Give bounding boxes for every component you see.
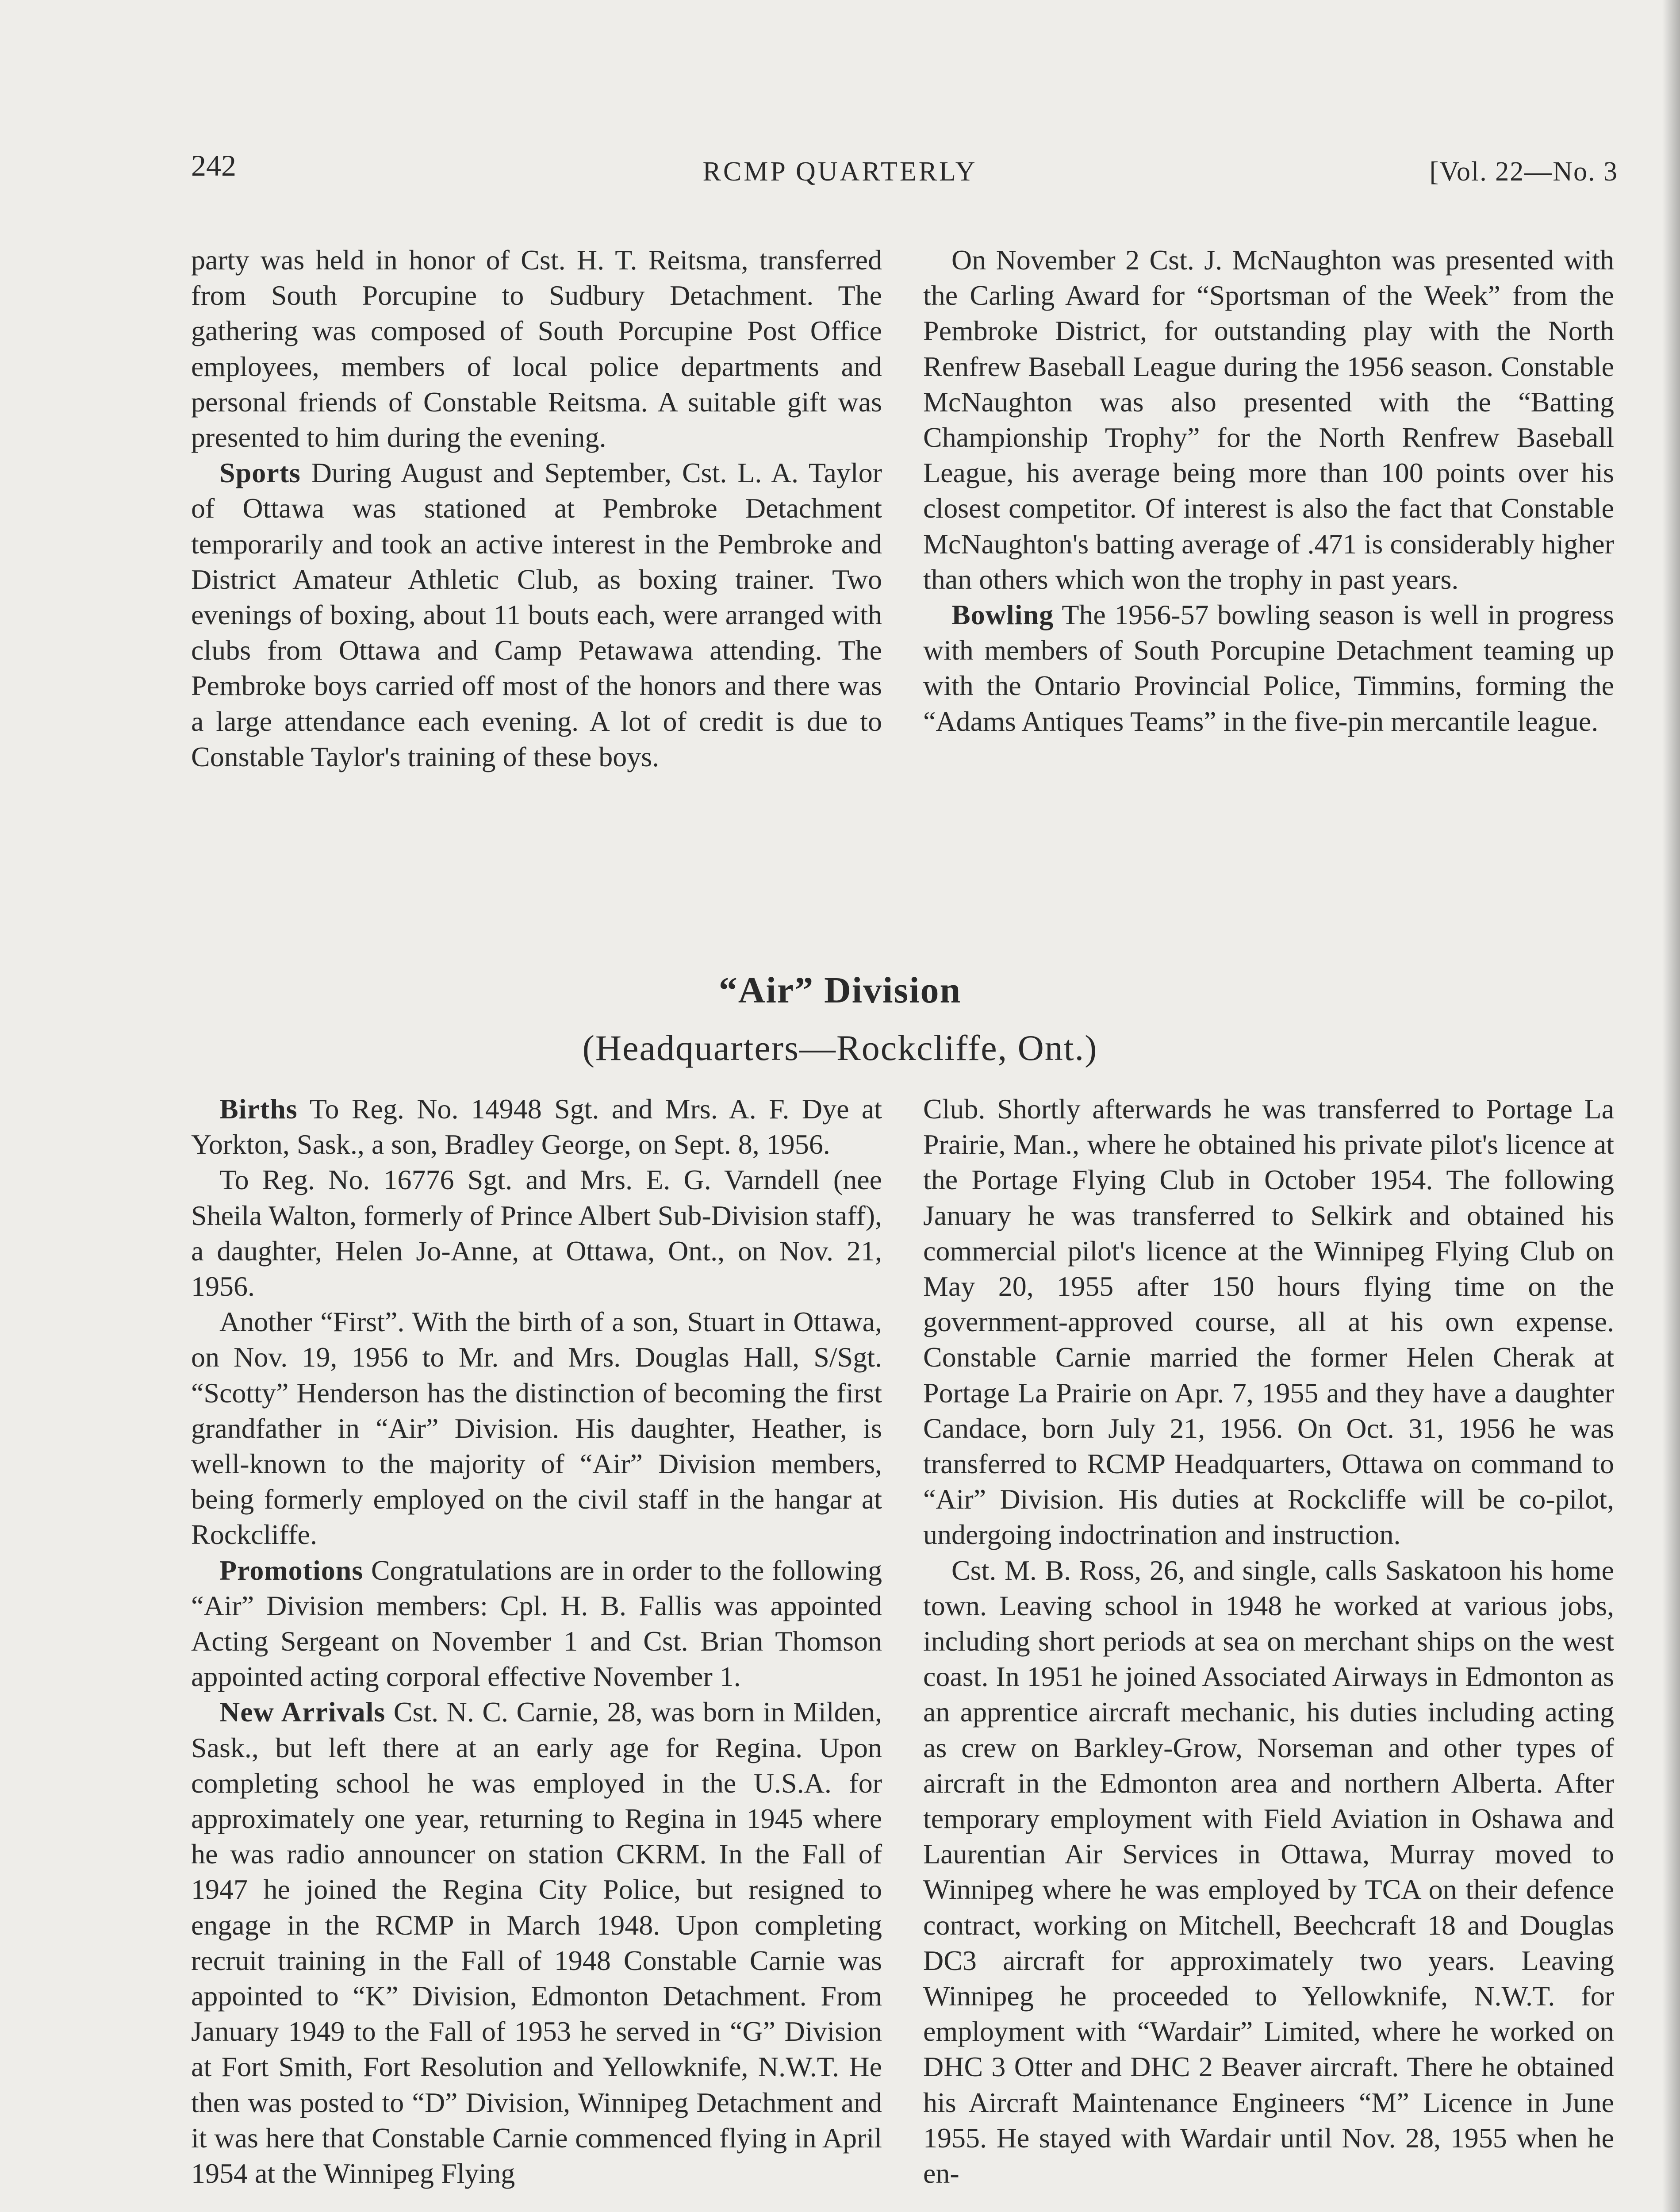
paragraph-text: The 1956-57 bowling season is well in progress with members of South Porcupine Detachment teaming up with the Ontario Provincial Police, Timmins, forming the “Adams Antiques Teams” in the five-pin mercantile league. [923, 599, 1614, 737]
page-number: 242 [191, 149, 236, 182]
section-heading-new-arrivals: New Arrivals [219, 1696, 386, 1728]
journal-title: RCMP QUARTERLY [702, 157, 978, 187]
paragraph: party was held in honor of Cst. H. T. Reitsma, transferred from South Porcupine to Sudbury Detachment. The gathering was composed of South Porcupine Post Office employees, members of local police departments and personal friends of Constable Reitsma. A suitable gift was presented to him during the evening. [191, 244, 882, 453]
section-heading-promotions: Promotions [219, 1554, 364, 1586]
section-heading-births: Births [219, 1093, 298, 1125]
column-bottom-right [923, 1091, 1614, 2191]
section-heading-sports: Sports [219, 457, 301, 489]
section-subtitle: (Headquarters—Rockcliffe, Ont.) [582, 1028, 1098, 1068]
paragraph: To Reg. No. 16776 Sgt. and Mrs. E. G. Varndell (nee Sheila Walton, formerly of Prince Albert Sub-Division staff), a daughter, Helen Jo-Anne, at Ottawa, Ont., on Nov. 21, 1956. [191, 1164, 882, 1302]
running-header [0, 148, 1680, 201]
paragraph-text: Cst. N. C. Carnie, 28, was born in Milden, Sask., but left there at an early age for Regina. Upon completing school he was employed in the U.S.A. for approximately one year, returning to Regina in 1945 where he was radio announcer on station CKRM. In the Fall of 1947 he joined the Regina City Police, but resigned to engage in the RCMP in March 1948. Upon completing recruit training in the Fall of 1948 Constable Carnie was appointed to “K” Division, Edmonton Detachment. From January 1949 to the Fall of 1953 he served in “G” Division at Fort Smith, Fort Resolution and Yellowknife, N.W.T. He then was posted to “D” Division, Winnipeg Detachment and it was here that Constable Carnie commenced flying in April 1954 at the Winnipeg Flying [191, 1696, 882, 2189]
paragraph-births [191, 1091, 882, 1162]
section-title: “Air” Division [718, 970, 962, 1011]
column-top-left [191, 242, 882, 775]
paragraph-bowling [923, 597, 1614, 739]
paragraph-sports [191, 455, 882, 775]
page-edge-shadow [1662, 0, 1680, 2212]
paragraph-text: To Reg. No. 14948 Sgt. and Mrs. A. F. Dye at Yorkton, Sask., a son, Bradley George, on Sept. 8, 1956. [191, 1093, 882, 1160]
paragraph-new-arrivals [191, 1694, 882, 2191]
paragraph-text: Congratulations are in order to the following “Air” Division members: Cpl. H. B. Fallis was appointed Acting Sergeant on November 1 and Cst. Brian Thomson appointed acting corporal effective November 1. [191, 1554, 882, 1693]
column-bottom-left [191, 1091, 882, 2191]
issue-label: [Vol. 22—No. 3 [1429, 157, 1618, 187]
paragraph-promotions [191, 1553, 882, 1695]
paragraph: Cst. M. B. Ross, 26, and single, calls Saskatoon his home town. Leaving school in 1948 he worked at various jobs, including short periods at sea on merchant ships on the west coast. In 1951 he joined Associated Airways in Edmonton as an apprentice aircraft mechanic, his duties including acting as crew on Barkley-Grow, Norseman and other types of aircraft in the Edmonton area and northern Alberta. After temporary employment with Field Aviation in Oshawa and Laurentian Air Services in Ottawa, Murray moved to Winnipeg where he was employed by TCA on their defence contract, working on Mitchell, Beechcraft 18 and Douglas DC3 aircraft for approximately two years. Leaving Winnipeg he proceeded to Yellowknife, N.W.T. for employment with “Wardair” Limited, where he worked on DHC 3 Otter and DHC 2 Beaver aircraft. There he obtained his Aircraft Maintenance Engineers “M” Licence in June 1955. He stayed with Wardair until Nov. 28, 1955 when he en- [923, 1554, 1614, 2189]
column-top-right [923, 242, 1614, 739]
paragraph: Club. Shortly afterwards he was transferred to Portage La Prairie, Man., where he obtained his private pilot's licence at the Portage Flying Club in October 1954. The following January he was transferred to Selkirk and obtained his commercial pilot's licence at the Winnipeg Flying Club on May 20, 1955 after 150 hours flying time on the government-approved course, all at his own expense. Constable Carnie married the former Helen Cherak at Portage La Prairie on Apr. 7, 1955 and they have a daughter Candace, born July 21, 1956. On Oct. 31, 1956 he was transferred to RCMP Headquarters, Ottawa on command to “Air” Division. His duties at Rockcliffe will be co-pilot, undergoing indoctrination and instruction. [923, 1093, 1614, 1551]
section-heading-bowling: Bowling [951, 599, 1054, 631]
paragraph: On November 2 Cst. J. McNaughton was presented with the Carling Award for “Sportsman of the Week” from the Pembroke District, for outstanding play with the North Renfrew Baseball League during the 1956 season. Constable McNaughton was also presented with the “Batting Championship Trophy” for the North Renfrew Baseball League, his average being more than 100 points over his closest competitor. Of interest is also the fact that Constable McNaughton's batting average of .471 is considerably higher than others which won the trophy in past years. [923, 244, 1614, 595]
paragraph-text: During August and September, Cst. L. A. Taylor of Ottawa was stationed at Pembroke Detachment temporarily and took an active interest in the Pembroke and District Amateur Athletic Club, as boxing trainer. Two evenings of boxing, about 11 bouts each, were arranged with clubs from Ottawa and Camp Petawawa attending. The Pembroke boys carried off most of the honors and there was a large attendance each evening. A lot of credit is due to Constable Taylor's training of these boys. [191, 457, 882, 772]
paragraph: Another “First”. With the birth of a son, Stuart in Ottawa, on Nov. 19, 1956 to Mr. and Mrs. Douglas Hall, S/Sgt. “Scotty” Henderson has the distinction of becoming the first grandfather in “Air” Division. His daughter, Heather, is well-known to the majority of “Air” Division members, being formerly employed on the civil staff in the hangar at Rockcliffe. [191, 1306, 882, 1551]
